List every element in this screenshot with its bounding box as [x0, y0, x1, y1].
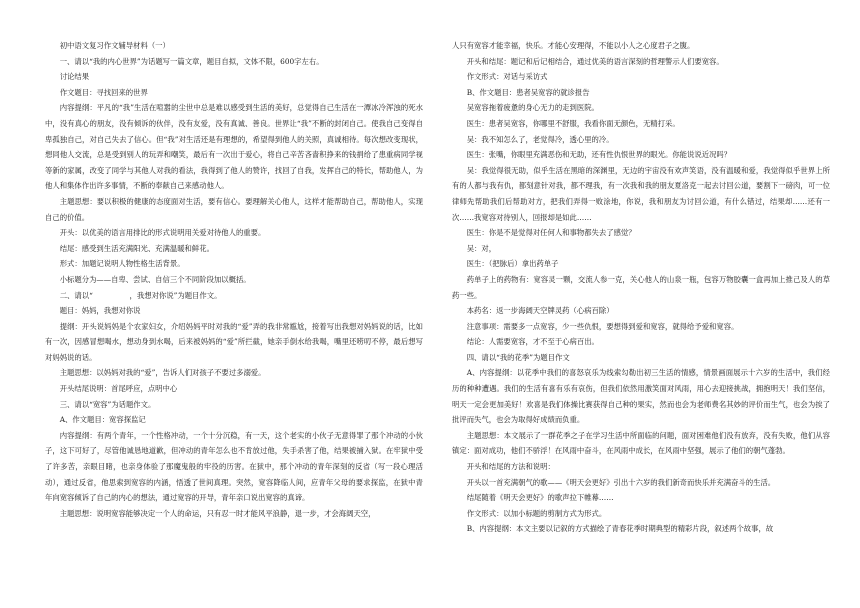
left-paragraph: 开头：以优美的语言用排比的形式说明用关爱对待他人的重要。	[59, 228, 266, 238]
left-paragraph: 讨论结果	[59, 72, 90, 82]
right-paragraph: 吴：对，	[466, 243, 497, 253]
left-paragraph: 一、请以“我的内心世界”为话题写一篇文章，题目自拟，文体不限，600字左右。	[59, 56, 324, 66]
right-paragraph: 结论：人需要宽容，才不至于心病百出。	[466, 337, 599, 347]
left-paragraph: 主题思想：以妈妈对我的“爱”，告诉人们对孩子不要过多溺爱。	[59, 368, 266, 378]
right-paragraph: 作文形式：对话与采访式	[466, 72, 548, 82]
left-paragraph: 小标题分为——自卑、尝试、自信三个不同阶段加以概括。	[59, 274, 251, 284]
right-paragraph: 医生：张嘴，你眼里充满恶伤和无助，还有性仇恨世界的眼光。你能说说近况吗？	[466, 150, 732, 160]
right-paragraph: 吴：我觉得很无助，似乎生活在黑暗的深渊里，无边的宇宙没有欢声笑语，没有温暖和爱，我觉得似乎世界上所有的人都与我有仇，都刻意针对我，都不理我，有一次我和我的朋友夏洛克一起去讨回公道，要割下一磅肉，可一位律师先帮助我们后帮助对方，把我们弄得一败涂地，你说，我和朋友为讨回公道，有什么错过，结果却……还有一次……我宽容对待别人，回报却是如此……	[452, 165, 830, 222]
right-paragraph: 人只有宽容才能幸福，快乐。才能心安理得，不能以小人之心度君子之腹。	[452, 41, 695, 50]
right-column	[452, 38, 830, 537]
right-paragraph: B、作文题目：患者吴宽容的就诊报告	[466, 87, 590, 97]
right-paragraph: 吴宽容拖着疲惫的身心无力的走到医院。	[466, 103, 599, 113]
right-paragraph: 医生：（把脉后）拿出药单子	[466, 259, 559, 269]
right-paragraph: 结尾随着《明天会更好》的歌声拉下帷幕……	[466, 493, 614, 503]
right-paragraph: 作文形式：以加小标题的剪制方式为形式。	[466, 508, 607, 518]
left-paragraph: 开头结尾说明：首尾呼应，点明中心	[59, 384, 178, 394]
right-paragraph: 医生：你是不是觉得对任何人和事物都失去了感觉？	[466, 228, 636, 238]
left-paragraph: 内容提纲：有两个青年，一个性格冲动，一个十分沉稳，有一天，这个老实的小伙子无意得罪了那个冲动的小伙子，这下可好了，尽管他诚恳地道歉，但冲动的青年怎么也不肯放过他，失手杀害了他，结果被捕入狱。在牢狱中受了许多苦，亲眼目睹，也亲身体验了那魔鬼般的牢役的历害。在狱中，那个冲动的青年深刻的反省（写一段心理活动），通过反省，他思索到宽容的内涵，悟透了世间真理。突然，宽容降临人间，应青年父母的要求探监，在狱中青年向宽容倾诉了自己的内心的想法，通过宽容的开导，青年亲口说出宽容的真谛。	[45, 430, 423, 503]
left-paragraph: A、作文题目：宽容探监记	[59, 415, 146, 425]
right-paragraph: 药单子上的药物有：宽容灵一颗，交流人参一克，关心他人的山泉一瓶，包容万物胶囊一盒再加上推己及人的草药一些。	[452, 274, 830, 300]
left-paragraph: 作文题目：寻找回来的世界	[59, 87, 148, 97]
right-paragraph: 开头和结尾的方法和说明：	[466, 462, 555, 472]
right-paragraph: A、内容提纲：以花季中我们的喜怒哀乐为线索勾勒出初三生活的情感，情景画面展示十六岁的生活中，我们经历的种种遭遇。我们的生活有喜有乐有哀伤，但我们依然用激笑面对风雨，用心去迎接挑战，拥抱明天！我们坚信，明天一定会更加美好！欢喜是我们体操比赛获得自己种的果实，然而也会为老师费名其妙的评价而生气，也会为挨了批评而失气，也会为取得好成绩而负重。	[452, 368, 830, 425]
right-paragraph: 开头以一首充满朝气的歌——《明天会更好》引出十六岁的我们新奇而快乐并充满奋斗的生活。	[466, 477, 776, 487]
left-paragraph: 初中语文复习作文辅导材料（一）	[59, 41, 170, 50]
right-paragraph: 主题思想：本文展示了一群花季之子在学习生活中所面临的问题，面对困难他们没有放弃，没有失败，他们从容镇定：面对成功，他们不骄浮！在风雨中奋斗，在风雨中成长，在风雨中坚强，展示了他们的朝气蓬勃。	[452, 430, 830, 456]
left-paragraph: 题目：妈妈，我想对你说	[59, 306, 141, 316]
left-paragraph: 主题思想：要以积极的健康的态度面对生活，要有信心。要理解关心他人，这样才能帮助自己，帮助他人，实现自己的价值。	[45, 196, 423, 222]
left-paragraph: 三、请以“宽容”为话题作文。	[59, 399, 156, 409]
right-paragraph: 医生：患者吴宽容，你哪里不舒服，我看你面无颜色，无精打采。	[466, 118, 680, 128]
right-paragraph: 开头和结尾：题记和后记相结合，通过优美的语言深刻的哲理警示人们要宽容。	[466, 56, 724, 66]
left-paragraph: 结尾：感受到生活充满阳光、充满温暖和鲜花。	[59, 243, 214, 253]
left-paragraph: 形式：加题记说明人物性格生活背景。	[59, 259, 185, 269]
right-paragraph: 注意事项：需要多一点宽容，少一些仇恨，要想得到爱和宽容，就得给予爱和宽容。	[466, 321, 739, 331]
left-paragraph: 二、请以“ ，我想对你说”为题目作文。	[59, 290, 222, 300]
right-paragraph: B、内容提纲：本文主要以记叙的方式描绘了青春花季时期典型的精彩片段，叙述两个故事，故	[466, 524, 774, 534]
left-paragraph: 内容提纲：平凡的“我”生活在喧嚣的尘世中总是难以感受到生活的美好，总觉得自己生活在一潭冰冷浑浊的死水中，没有真心的朋友，没有倾诉的伙伴，没有友爱，没有真诚、善良。世界让“我”不断的封闭自己。使我自己变得自卑孤独自己，对自己失去了信心。但“我”对生活还是有理想的，希望得到他人的关照，真诚相待。每次想改变现状，想同他人交流，总是受到别人的玩弄和嘲笑，最后有一次出于爱心，将自己辛苦吝啬积挣来的钱捐给了患重病同学视等新的家属，改变了同学与其他人对我的看法，我得到了他人的赞许，找回了自我，发挥自己的特长，帮助他人，为他人和集体作出许多事情，不断的奉献自己来感动他人。	[45, 103, 423, 191]
right-paragraph: 四、请以“我的花季”为题目作文	[466, 352, 570, 362]
left-column	[45, 38, 423, 521]
left-paragraph: 主题思想：说明宽容能够决定一个人的命运，只有忍一时才能风平浪静，退一步，才会海阔天空，	[59, 508, 376, 518]
right-paragraph: 吴：我不知怎么了，老觉得冷，透心里的冷。	[466, 134, 614, 144]
left-paragraph: 提纲：开头说妈妈是个农家妇女，介绍妈妈平时对我的“爱”弄的我非常尴尬，接着写出我想对妈妈说的话，比如有一次，因感冒想喝水，想动身到水喝，后来被妈妈的“爱”所拦截，她亲手倒水给我喝，嘴里还唠叨不停，最后想写对妈妈说的话。	[45, 321, 423, 362]
right-paragraph: 本药名：返一步海阔天空牌灵药（心病百除）	[466, 306, 614, 316]
